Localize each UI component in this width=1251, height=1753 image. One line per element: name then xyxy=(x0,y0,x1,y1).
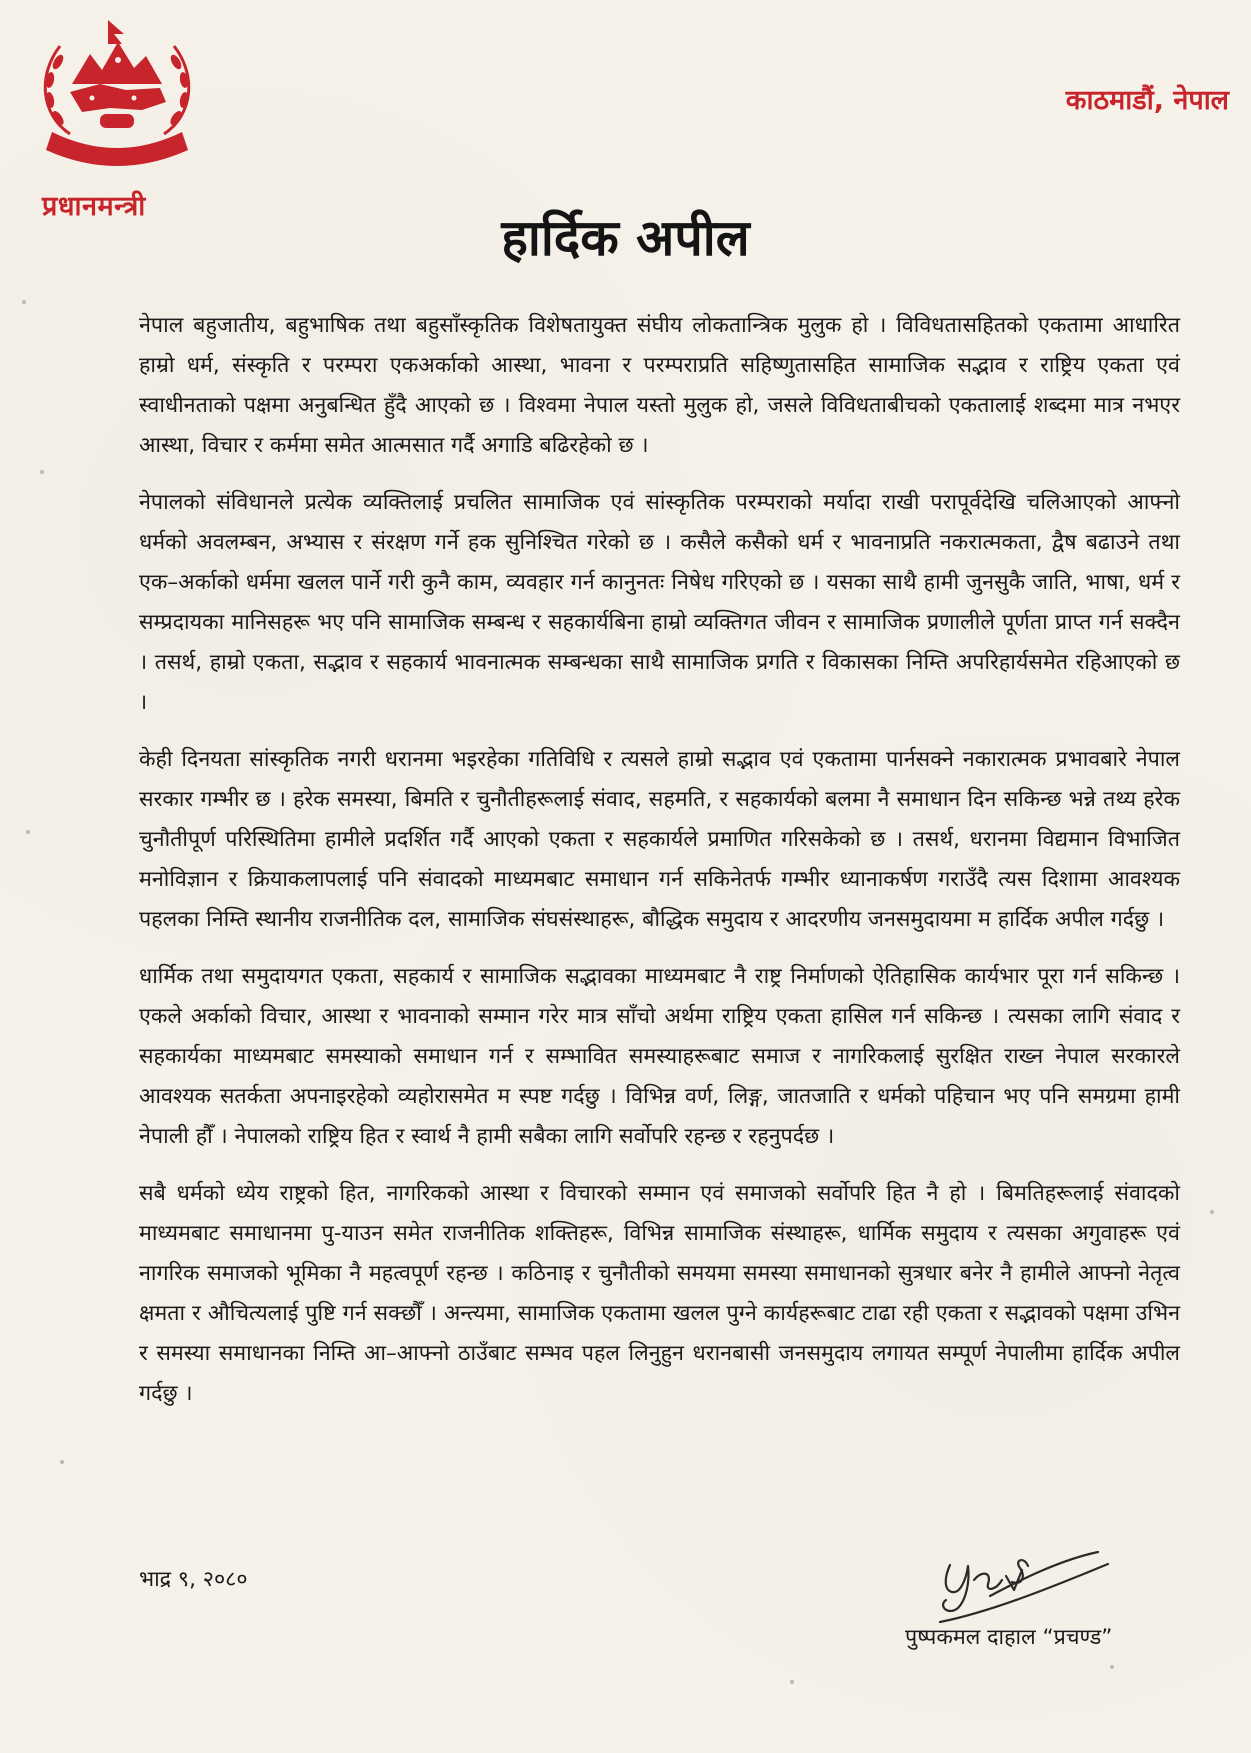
letter-body xyxy=(139,306,1180,1431)
letter-date: भाद्र ९, २०८० xyxy=(139,1567,248,1592)
paper-speck xyxy=(26,830,30,834)
signer-name: पुष्पकमल दाहाल “प्रचण्ड” xyxy=(905,1625,1113,1650)
paragraph-5: सबै धर्मको ध्येय राष्ट्रको हित, नागरिकको आस्था र विचारको सम्मान एवं समाजको सर्वोपरि हित नै हो । बिमतिहरूलाई संवादको माध्यमबाट समाधानमा पु-याउन समेत राजनीतिक शक्तिहरू, विभिन्न सामाजिक संस्थाहरू, धार्मिक समुदाय र त्यसका अगुवाहरू एवं नागरिक समाजको भूमिका नै महत्वपूर्ण रहन्छ । कठिनाइ र चुनौतीको समयमा समस्या समाधानको सुत्रधार बनेर नै हामीले आफ्नो नेतृत्व क्षमता र औचित्यलाई पुष्टि गर्न सक्छौँ । अन्त्यमा, सामाजिक एकतामा खलल पुग्ने कार्यहरूबाट टाढा रही एकता र सद्भावको पक्षमा उभिन र समस्या समाधानका निम्ति आ–आफ्नो ठाउँबाट सम्भव पहल लिनुहुन धरानबासी जनसमुदाय लगायत सम्पूर्ण नेपालीमा हार्दिक अपील गर्दछु । xyxy=(139,1181,1180,1406)
paragraph-2: नेपालको संविधानले प्रत्येक व्यक्तिलाई प्रचलित सामाजिक एवं सांस्कृतिक परम्पराको मर्यादा राखी परापूर्वदेखि चलिआएको आफ्नो धर्मको अवलम्बन, अभ्यास र संरक्षण गर्ने हक सुनिश्चित गरेको छ । कसैले कसैको धर्म र भावनाप्रति नकरात्मकता, द्वैष बढाउने तथा एक–अर्काको धर्ममा खलल पार्ने गरी कुनै काम, व्यवहार गर्न कानुनतः निषेध गरिएको छ । यसका साथै हामी जुनसुकै जाति, भाषा, धर्म र सम्प्रदायका मानिसहरू भए पनि सामाजिक सम्बन्ध र सहकार्यबिना हाम्रो व्यक्तिगत जीवन र सामाजिक प्रणालीले पूर्णता प्राप्त गर्न सक्दैन । तसर्थ, हाम्रो एकता, सद्भाव र सहकार्य भावनात्मक सम्बन्धका साथै सामाजिक प्रगति र विकासका निम्ति अपरिहार्यसमेत रहिआएको छ । xyxy=(139,490,1180,715)
location-label: काठमाडौं, नेपाल xyxy=(1065,85,1229,116)
paper-speck xyxy=(1210,1210,1214,1214)
paper-speck xyxy=(40,470,44,474)
nepal-emblem-icon xyxy=(30,14,204,184)
paper-speck xyxy=(60,1460,64,1464)
page-title: हार्दिक अपील xyxy=(501,209,750,267)
paragraph-4: धार्मिक तथा समुदायगत एकता, सहकार्य र सामाजिक सद्भावका माध्यमबाट नै राष्ट्र निर्माणको ऐतिहासिक कार्यभार पूरा गर्न सकिन्छ । एकले अर्काको विचार, आस्था र भावनाको सम्मान गरेर मात्र साँचो अर्थमा राष्ट्रिय एकता हासिल गर्न सकिन्छ । त्यसका लागि संवाद र सहकार्यका माध्यमबाट समस्याको समाधान गर्न र सम्भावित समस्याहरूबाट समाज र नागरिकलाई सुरक्षित राख्न नेपाल सरकारले आवश्यक सतर्कता अपनाइरहेको व्यहोरासमेत म स्पष्ट गर्दछु । विभिन्न वर्ण, लिङ्ग, जातजाति र धर्मको पहिचान भए पनि समग्रमा हामी नेपाली हौँ । नेपालको राष्ट्रिय हित र स्वार्थ नै हामी सबैका लागि सर्वोपरि रहन्छ र रहनुपर्दछ । xyxy=(139,964,1180,1149)
office-title: प्रधानमन्त्री xyxy=(42,191,146,222)
paper-speck xyxy=(790,1680,794,1684)
paragraph-3: केही दिनयता सांस्कृतिक नगरी धरानमा भइरहेका गतिविधि र त्यसले हाम्रो सद्भाव एवं एकतामा पार्नसक्ने नकारात्मक प्रभावबारे नेपाल सरकार गम्भीर छ । हरेक समस्या, बिमति र चुनौतीहरूलाई संवाद, सहमति, र सहकार्यको बलमा नै समाधान दिन सकिन्छ भन्ने तथ्य हरेक चुनौतीपूर्ण परिस्थितिमा हामीले प्रदर्शित गर्दै आएको एकता र सहकार्यले प्रमाणित गरिसकेको छ । तसर्थ, धरानमा विद्यमान विभाजित मनोविज्ञान र क्रियाकलापलाई पनि संवादको माध्यमबाट समाधान गर्न सकिनेतर्फ गम्भीर ध्यानाकर्षण गराउँदै त्यस दिशामा आवश्यक पहलका निम्ति स्थानीय राजनीतिक दल, सामाजिक संघसंस्थाहरू, बौद्धिक समुदाय र आदरणीय जनसमुदायमा म हार्दिक अपील गर्दछु । xyxy=(139,747,1180,932)
paper-speck xyxy=(1110,1665,1114,1669)
signature-icon xyxy=(930,1530,1120,1630)
paper-speck xyxy=(22,300,26,304)
paragraph-1: नेपाल बहुजातीय, बहुभाषिक तथा बहुसाँस्कृतिक विशेषतायुक्त संघीय लोकतान्त्रिक मुलुक हो । विविधतासहितको एकतामा आधारित हाम्रो धर्म, संस्कृति र परम्परा एकअर्काको आस्था, भावना र परम्पराप्रति सहिष्णुतासहित सामाजिक सद्भाव र राष्ट्रिय एकता एवं स्वाधीनताको पक्षमा अनुबन्धित हुँदै आएको छ । विश्वमा नेपाल यस्तो मुलुक हो, जसले विविधताबीचको एकतालाई शब्दमा मात्र नभएर आस्था, विचार र कर्ममा समेत आत्मसात गर्दै अगाडि बढिरहेको छ । xyxy=(139,313,1180,458)
